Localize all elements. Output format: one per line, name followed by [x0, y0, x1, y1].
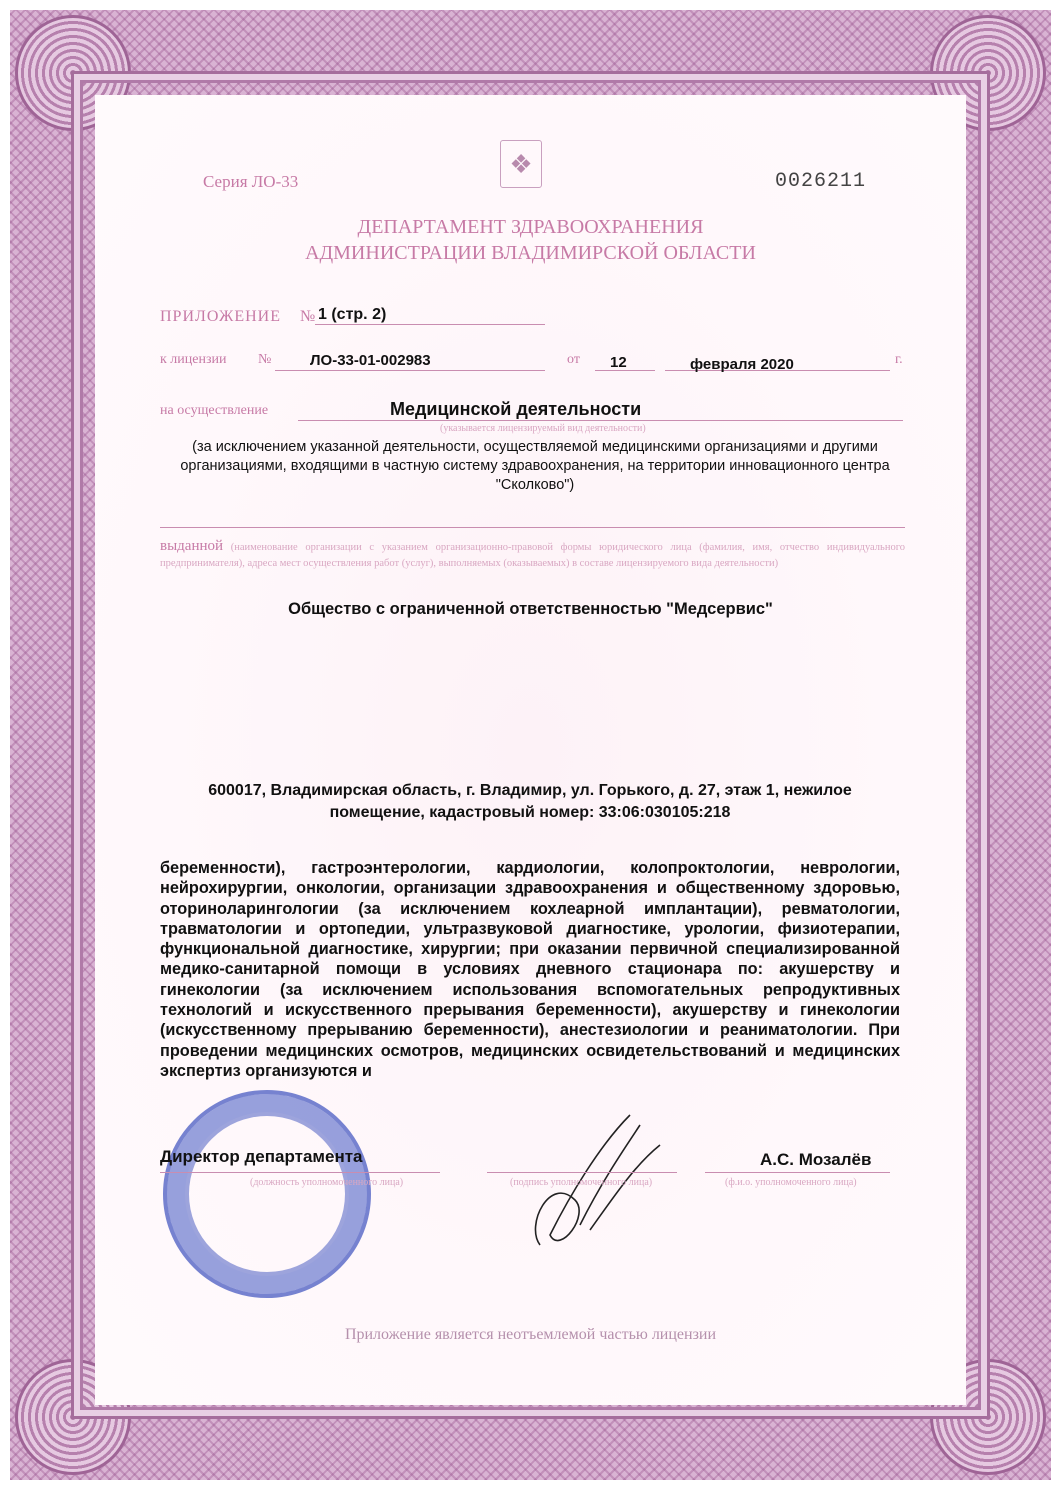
- issued-hint: (наименование организации с указанием организационно-правовой формы юридического лица (фамилия, имя, отчество индивидуального предпринимателя), адреса мест осуществления работ (услуг), выполняемых (оказываемых) в составе лицензируемого вида деятельности): [160, 542, 905, 569]
- from-label: от: [567, 352, 580, 367]
- issuer-title: [0, 214, 1061, 266]
- license-day: 12: [610, 354, 627, 371]
- appendix-label: ПРИЛОЖЕНИЕ: [160, 308, 282, 325]
- licensed-services-text: беременности), гастроэнтерологии, кардиологии, колопроктологии, неврологии, нейрохирургии, онкологии, организации здравоохранения и общественному здоровью, оториноларингологии (за исключением кохлеарной имплантации), ревматологии, травматологии и ортопедии, ультразвуковой диагностике, урологии, физиотерапии, функциональной диагностике, хирургии; при оказании первичной специализированной медико-санитарной помощи в условиях дневного стационара по: акушерству и гинекологии (за исключением использования вспомогательных репродуктивных технологий и искусственного прерывания беременности), акушерству и гинекологии (искусственному прерыванию беременности), анестезиологии и реаниматологии. При проведении медицинских осмотров, медицинских освидетельствований и медицинских экспертиз организуются и: [160, 859, 900, 1080]
- signatory-position: Директор департамента: [160, 1147, 363, 1166]
- address-line: 600017, Владимирская область, г. Владимир, ул. Горького, д. 27, этаж 1, нежилое: [208, 782, 852, 799]
- series-label: Серия ЛО-33: [203, 172, 299, 191]
- signature-hint: (подпись уполномоченного лица): [510, 1177, 653, 1188]
- footer-note: Приложение является неотъемлемой частью лицензии: [344, 1326, 717, 1343]
- license-month-year: февраля 2020: [690, 356, 794, 373]
- organization-name: Общество с ограниченной ответственностью "Медсервис": [288, 600, 773, 618]
- license-number: ЛО-33-01-002983: [310, 352, 431, 369]
- activity-value: Медицинской деятельности: [390, 399, 642, 419]
- address: [130, 780, 930, 824]
- title-line: ДЕПАРТАМЕНТ ЗДРАВООХРАНЕНИЯ: [357, 216, 704, 238]
- coat-of-arms-icon: ❖: [500, 140, 542, 188]
- issued-hint-block: [160, 538, 905, 572]
- issued-label: выданной: [160, 538, 224, 554]
- title-line: АДМИНИСТРАЦИИ ВЛАДИМИРСКОЙ ОБЛАСТИ: [305, 242, 756, 264]
- number-sign: №: [300, 308, 316, 325]
- address-line: помещение, кадастровый номер: 33:06:030105:218: [329, 804, 731, 821]
- number-sign: №: [258, 352, 272, 367]
- official-seal: [163, 1090, 371, 1298]
- signatory-name: А.С. Мозалёв: [760, 1150, 872, 1169]
- appendix-number: 1 (стр. 2): [318, 306, 387, 323]
- activity-label: на осуществление: [160, 403, 269, 418]
- form-number: 0026211: [775, 170, 867, 193]
- activity-note: (за исключением указанной деятельности, осуществляемой медицинскими организациями и другими организациями, входящими в частную систему здравоохранения, на территории инновационного центра "Сколково"): [180, 439, 890, 493]
- license-label: к лицензии: [160, 352, 227, 367]
- year-suffix: г.: [895, 352, 903, 367]
- position-hint: (должность уполномоченного лица): [250, 1177, 404, 1188]
- activity-hint: (указывается лицензируемый вид деятельности): [440, 423, 646, 434]
- name-hint: (ф.и.о. уполномоченного лица): [725, 1177, 857, 1188]
